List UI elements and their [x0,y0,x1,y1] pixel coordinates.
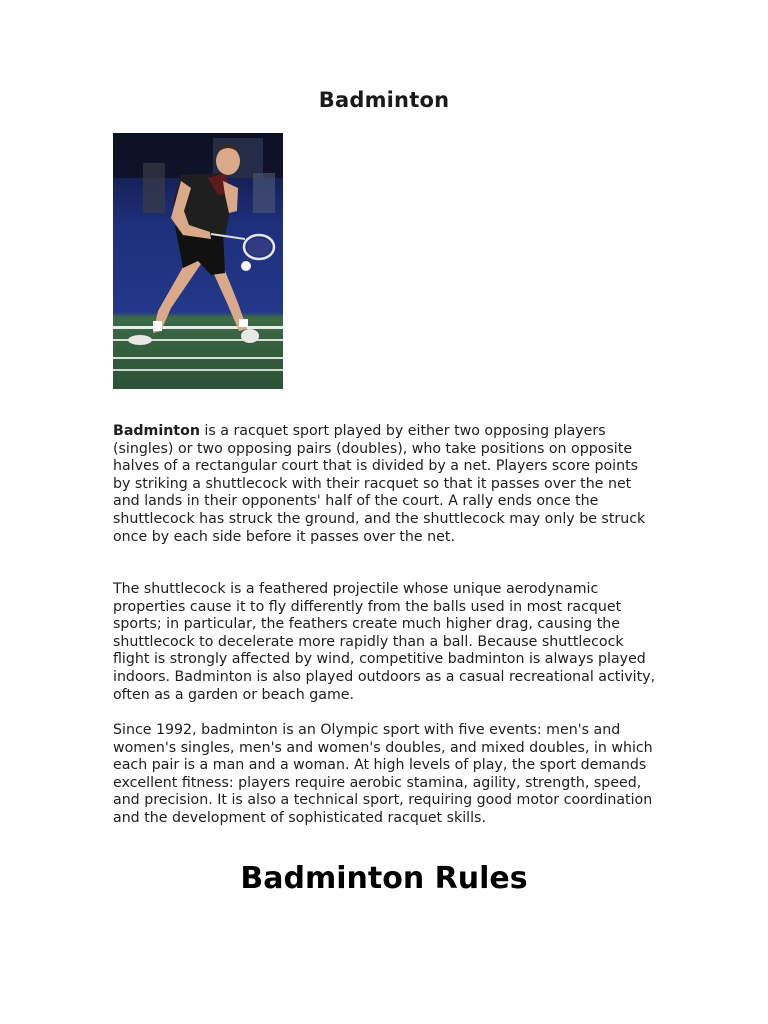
badminton-player-photo [113,133,283,389]
olympic-paragraph: Since 1992, badminton is an Olympic sport with five events: men's and women's singles, men's and women's doubles, and mixed doubles, in which each pair is a man and a woman. At high levels of play, the sport demands excellent fitness: players require aerobic stamina, agility, strength, speed, and precision. It is also a technical sport, requiring good motor coordination and the development of sophisticated racquet skills. [113,722,653,826]
rules-section-heading: Badminton Rules [240,861,528,896]
intro-lead-term: Badminton [113,423,200,439]
intro-paragraph [113,423,659,546]
shuttlecock-paragraph: The shuttlecock is a feathered projectile whose unique aerodynamic properties cause it to fly differently from the balls used in most racquet sports; in particular, the feathers create much higher drag, causing the shuttlecock to decelerate more rapidly than a ball. Because shuttlecock flight is strongly affected by wind, competitive badminton is always played indoors. Badminton is also played outdoors as a casual recreational activity, often as a garden or beach game. [113,581,656,703]
intro-paragraph-text: is a racquet sport played by either two opposing players (singles) or two opposing pairs (doubles), who take positions on opposite halves of a rectangular court that is divided by a net. Players score points by striking a shuttlecock with their racquet so that it passes over the net and lands in their opponents' half of the court. A rally ends once the shuttlecock has struck the ground, and the shuttlecock may only be struck once by each side before it passes over the net. [113,423,646,545]
document-title: Badminton [318,88,450,112]
